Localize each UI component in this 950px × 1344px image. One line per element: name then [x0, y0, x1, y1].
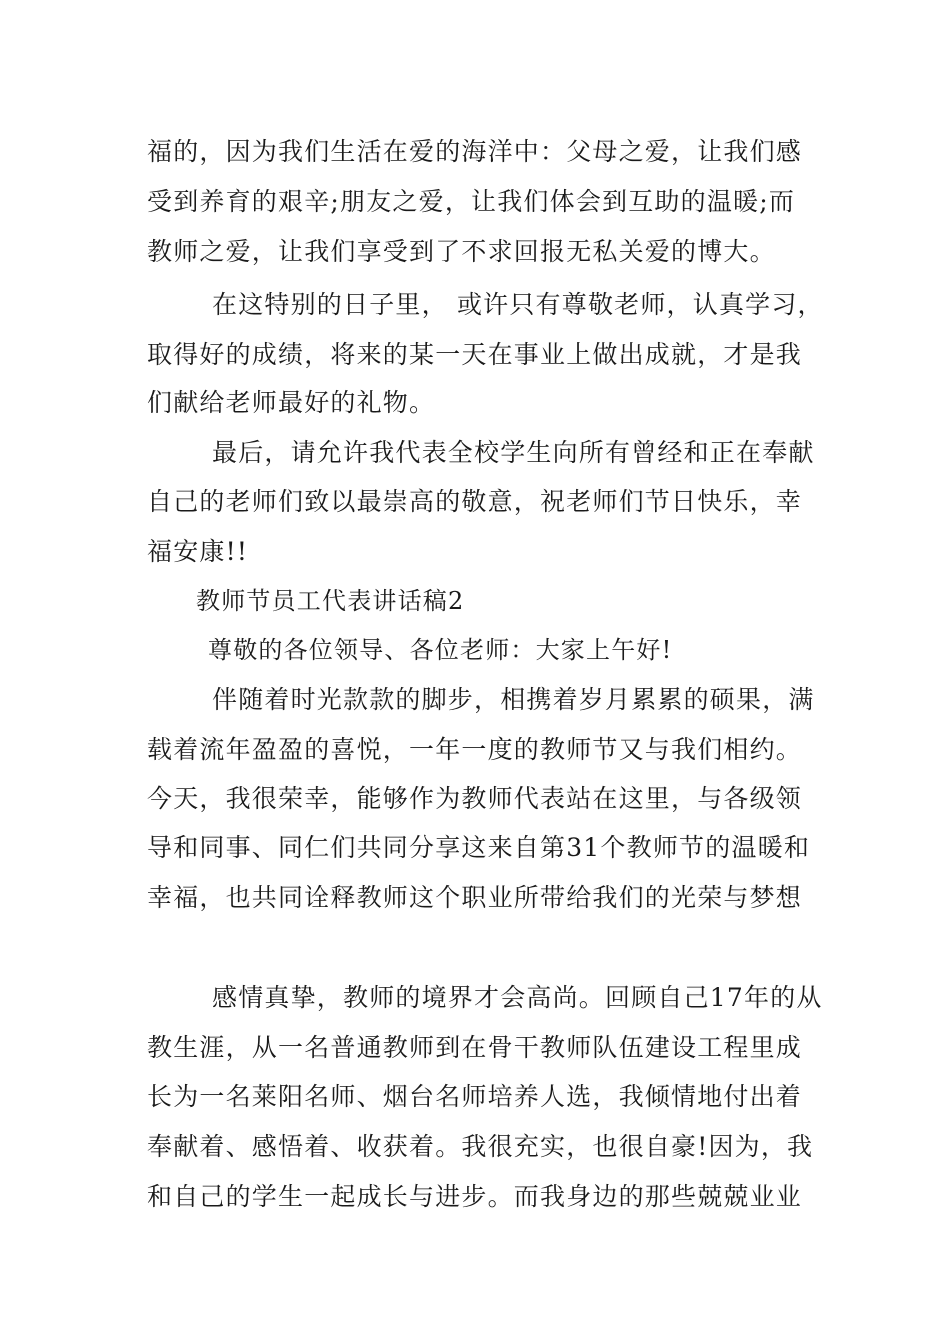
text-line: 伴随着时光款款的脚步，相携着岁月累累的硕果，满	[212, 685, 815, 714]
text-line: 受到养育的艰辛;朋友之爱，让我们体会到互助的温暖;而	[147, 187, 796, 216]
text-line: 幸福，也共同诠释教师这个职业所带给我们的光荣与梦想	[147, 883, 803, 912]
text-line: 导和同事、同仁们共同分享这来自第31个教师节的温暖和	[147, 833, 811, 862]
text-line: 感情真挚，教师的境界才会高尚。回顾自己17年的从	[212, 983, 823, 1012]
section-heading: 教师节员工代表讲话稿2	[196, 587, 465, 615]
text-line: 在这特别的日子里， 或许只有尊敬老师，认真学习，	[212, 290, 824, 319]
text-line: 载着流年盈盈的喜悦，一年一度的教师节又与我们相约。	[147, 735, 803, 764]
salutation: 尊敬的各位领导、各位老师：大家上午好!	[208, 636, 673, 664]
text-line: 自己的老师们致以最崇高的敬意，祝老师们节日快乐，幸	[147, 487, 803, 516]
text-line: 今天，我很荣幸，能够作为教师代表站在这里，与各级领	[147, 784, 803, 813]
text-line: 们献给老师最好的礼物。	[147, 388, 436, 417]
text-line: 和自己的学生一起成长与进步。而我身边的那些兢兢业业	[147, 1182, 803, 1211]
text-line: 奉献着、感悟着、收获着。我很充实，也很自豪!因为，我	[147, 1132, 814, 1161]
text-line: 长为一名莱阳名师、烟台名师培养人选，我倾情地付出着	[147, 1082, 803, 1111]
text-line: 福的，因为我们生活在爱的海洋中：父母之爱，让我们感	[147, 137, 803, 166]
text-line: 福安康!!	[147, 537, 249, 566]
text-line: 教生涯，从一名普通教师到在骨干教师队伍建设工程里成	[147, 1033, 803, 1062]
text-line: 最后，请允许我代表全校学生向所有曾经和正在奉献	[212, 438, 815, 467]
text-line: 教师之爱，让我们享受到了不求回报无私关爱的博大。	[147, 237, 776, 266]
text-line: 取得好的成绩，将来的某一天在事业上做出成就，才是我	[147, 340, 803, 369]
